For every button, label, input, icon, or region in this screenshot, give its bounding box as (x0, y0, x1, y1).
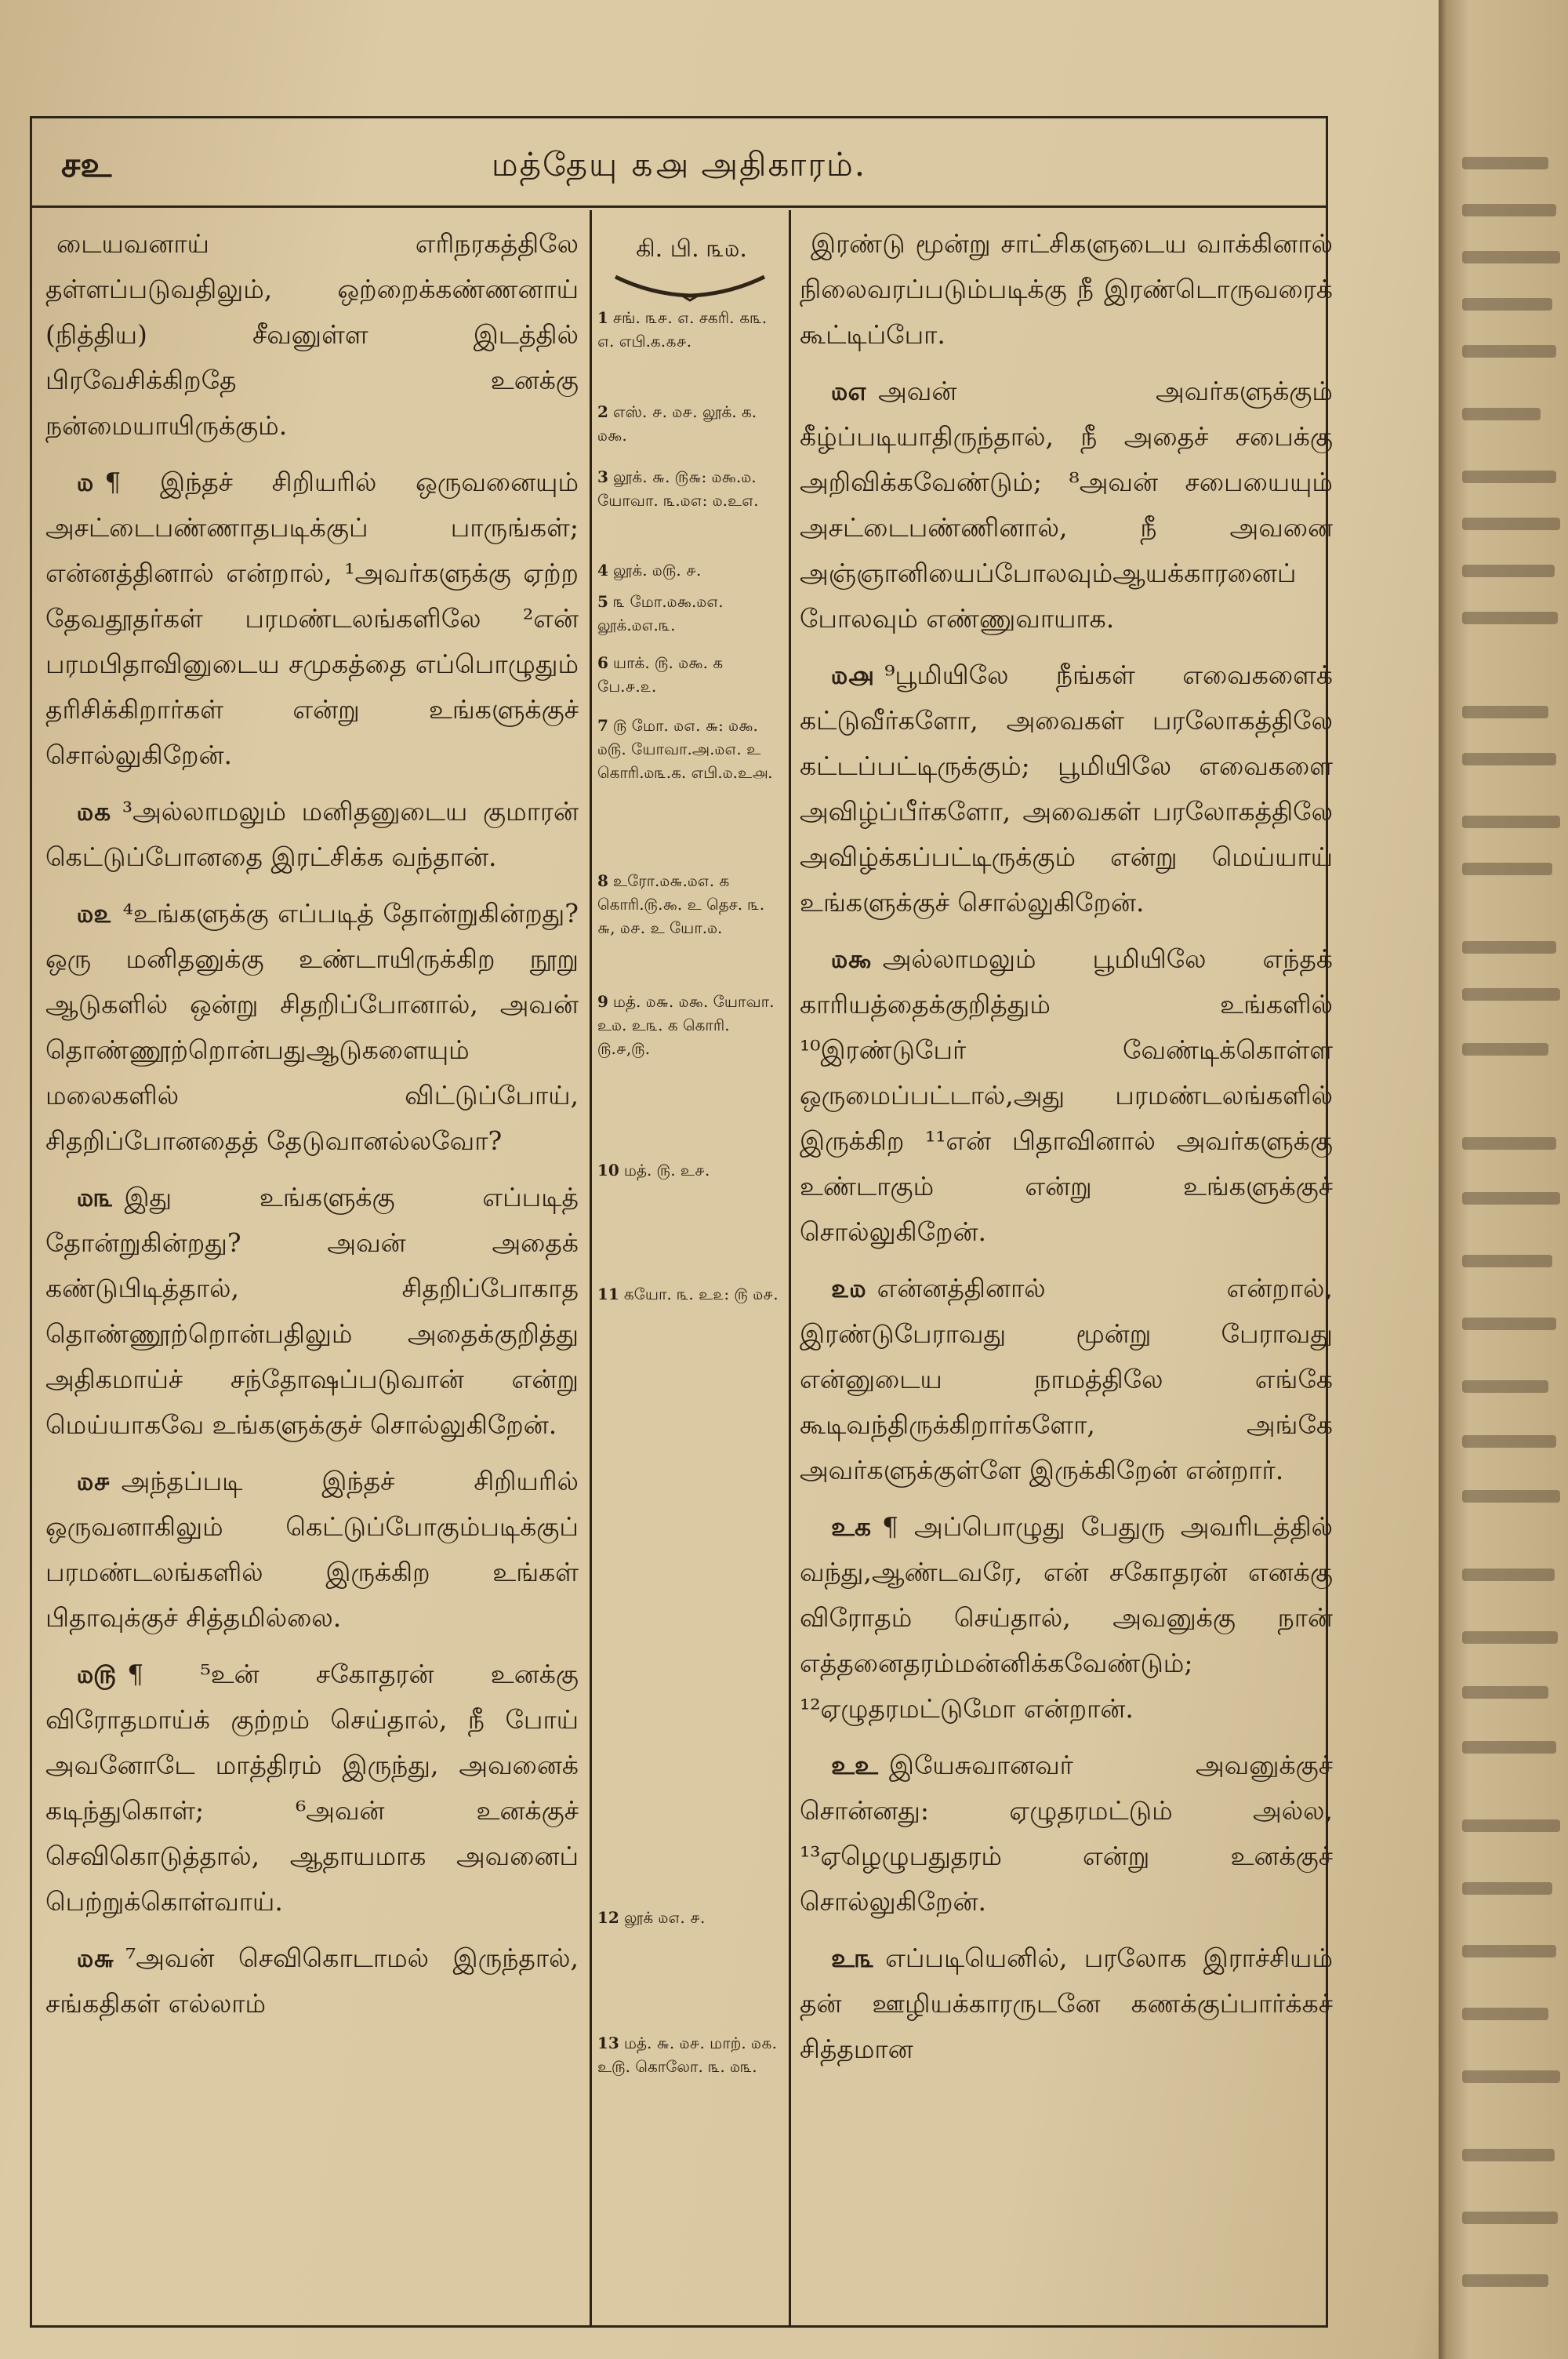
reference-entry: 11 கயோ. ௩. உ௨: ௫ ௰௪. (597, 1285, 779, 1303)
reference-entry: 3 லூக். ௬. ௫௬: ௰௯.௰. யோவா. ௩.௰௭: ௰.உ௭. (597, 467, 759, 510)
reference-entry: 10 மத். ௫. உ௪. (597, 1161, 710, 1180)
reference-entry: 12 லூக் ௰௭. ௪. (597, 1908, 706, 1927)
verse-paragraph: ௰௯ அல்லாமலும் பூமியிலே எந்தக் காரியத்தைக்குறித்தும் உங்களில் ¹⁰இரண்டுபேர் வேண்டிக்கொள்ள ஒருமைப்பட்டால்,அது பரமண்டலங்களில் இருக்கிற ¹¹என் பிதாவினால் அவர்களுக்கு உண்டாகும் என்று உங்களுக்குச் சொல்லுகிறேன். (800, 943, 1333, 1247)
header-rule (30, 205, 1328, 208)
verse-paragraph: ௰ ¶ இந்தச் சிறியரில் ஒருவனையும் அசட்டைபண்ணாதபடிக்குப் பாருங்கள்; என்னத்தினால் என்றால், ¹அவர்களுக்கு ஏற்ற தேவதூதர்கள் பரமண்டலங்களிலே ²என் பரமபிதாவினுடைய சமுகத்தை எப்பொழுதும் தரிசிக்கிறார்கள் என்று உங்களுக்குச் சொல்லுகிறேன். (45, 467, 579, 770)
verse-paragraph: ௰௨ ⁴உங்களுக்கு எப்படித் தோன்றுகின்றது? ஒரு மனிதனுக்கு உண்டாயிருக்கிற நூறு ஆடுகளில் ஒன்று சிதறிப்போனால், அவன் தொண்ணூற்றொன்பதுஆடுகளையும் மலைகளில் விட்டுப்போய், சிதறிப்போனதைத் தேடுவானல்லவோ? (45, 898, 579, 1156)
brace-ornament (612, 271, 768, 302)
centre-heading: கி. பி. ௩௰. (636, 235, 747, 263)
reference-entry: 6 யாக். ௫. ௰௯. க பே.௪.௨. (597, 653, 724, 696)
verse-paragraph: உ௩ எப்படியெனில், பரலோக இராச்சியம் தன் ஊழியக்காரருடனே கணக்குப்பார்க்கச் சித்தமான (800, 1943, 1333, 2064)
chapter-title: மத்தேயு ௧௮ அதிகாரம். (491, 145, 867, 184)
verse-paragraph: ௰௩ இது உங்களுக்கு எப்படித் தோன்றுகின்றது? அவன் அதைக் கண்டுபிடித்தால், சிதறிப்போகாத தொண்ணூற்றொன்பதிலும் அதைக்குறித்து அதிகமாய்ச் சந்தோஷப்படுவான் என்று மெய்யாகவே உங்களுக்குச் சொல்லுகிறேன். (45, 1182, 579, 1440)
reference-entry: 5 ௩ மோ.௰௯.௰௭. லூக்.௰௭.௩. (597, 592, 724, 634)
verse-paragraph: ௰௬ ⁷அவன் செவிகொடாமல் இருந்தால், சங்கதிகள் எல்லாம் (45, 1943, 579, 2019)
column-rule-right (789, 210, 791, 2326)
verse-paragraph: உஉ இயேசுவானவர் அவனுக்குச் சொன்னது: ஏழுதரமட்டும் அல்ல, ¹³ஏழெழுபதுதரம் என்று உனக்குச் சொல்லுகிறேன். (800, 1750, 1333, 1917)
verse-paragraph: ௰௧ ³அல்லாமலும் மனிதனுடைய குமாரன் கெட்டுப்போனதை இரட்சிக்க வந்தான். (45, 796, 579, 872)
verse-paragraph: இரண்டு மூன்று சாட்சிகளுடைய வாக்கினால் நிலைவரப்படும்படிக்கு நீ இரண்டொருவரைக் கூட்டிப்போ. (800, 228, 1333, 350)
reference-entry: 1 சங். ௩௪. ௭. சகரி. ௧௩. ௭. எபி.க.௧௪. (597, 308, 768, 351)
verse-paragraph: ௰௭ அவன் அவர்களுக்கும் கீழ்ப்படியாதிருந்தால், நீ அதைச் சபைக்கு அறிவிக்கவேண்டும்; ⁸அவன் சபையையும் அசட்டைபண்ணினால், நீ அவனை அஞ்ஞானியைப்போலவும்ஆயக்காரனைப் போலவும் எண்ணுவாயாக. (800, 376, 1333, 634)
column-rule-left (590, 210, 592, 2326)
reference-entry: 7 ௫ மோ. ௰௭. ௬: ௰௯. ௰௫. யோவா.அ.௰௭. உ கொரி.௰௩.க. எபி.௰.உ௮. (597, 716, 773, 782)
verse-paragraph: ௨௰ என்னத்தினால் என்றால், இரண்டுபேராவது மூன்று பேராவது என்னுடைய நாமத்திலே எங்கே கூடிவந்திருக்கிறார்களோ, அங்கே அவர்களுக்குள்ளே இருக்கிறேன் என்றார். (800, 1273, 1333, 1485)
reference-entry: 8 உரோ.௰௬.௰௭. க கொரி.௫.௯. உ தெச. ௩. ௬, ௰௪. உ யோ.௰. (597, 871, 765, 937)
left-text-column (45, 221, 579, 2037)
next-page-edge (1439, 0, 1568, 2359)
verse-paragraph: ௰௪ அந்தப்படி இந்தச் சிறியரில் ஒருவனாகிலும் கெட்டுப்போகும்படிக்குப் பரமண்டலங்களில் இருக்கிற உங்கள் பிதாவுக்குச் சித்தமில்லை. (45, 1466, 579, 1633)
reference-entry: 4 லூக். ௰௫. ௪. (597, 561, 702, 580)
verse-paragraph: ௰௫ ¶ ⁵உன் சகோதரன் உனக்கு விரோதமாய்க் குற்றம் செய்தால், நீ போய் அவனோடே மாத்திரம் இருந்து, அவனைக் கடிந்துகொள்; ⁶அவன் உனக்குச் செவிகொடுத்தால், ஆதாயமாக அவனைப் பெற்றுக்கொள்வாய். (45, 1659, 579, 1917)
reference-entry: 2 எஸ். ௪. ௰௪. லூக். க. ௰௯. (597, 402, 757, 445)
verse-paragraph: உக ¶ அப்பொழுது பேதுரு அவரிடத்தில் வந்து,ஆண்டவரே, என் சகோதரன் எனக்கு விரோதம் செய்தால், அவனுக்கு நான் எத்தனைதரம்மன்னிக்கவேண்டும்; ¹²ஏழுதரமட்டுமோ என்றான். (800, 1511, 1333, 1724)
verse-paragraph: ௰௮ ⁹பூமியிலே நீங்கள் எவைகளைக் கட்டுவீர்களோ, அவைகள் பரலோகத்திலே கட்டப்பட்டிருக்கும்; பூமியிலே எவைகளை அவிழ்ப்பீர்களோ, அவைகள் பரலோகத்திலே அவிழ்க்கப்பட்டிருக்கும் என்று மெய்யாய் உங்களுக்குச் சொல்லுகிறேன். (800, 660, 1333, 918)
verse-paragraph: டையவனாய் எரிநரகத்திலே தள்ளப்படுவதிலும், ஒற்றைக்கண்ணனாய் (நித்திய) சீவனுள்ள இடத்தில் பிரவேசிக்கிறதே உனக்கு நன்மையாயிருக்கும். (45, 228, 579, 441)
reference-entry: 13 மத். ௬. ௰௪. மாற். ௰௧. உ௫. கொலோ. ௩. ௰௩. (597, 2034, 777, 2076)
right-text-column (800, 221, 1333, 2083)
page-number: சஉ (61, 145, 112, 185)
reference-entry: 9 மத். ௰௬. ௰௯. யோவா. உ௰. உ௩. க கொரி. ௫.௪,௫. (597, 992, 775, 1058)
